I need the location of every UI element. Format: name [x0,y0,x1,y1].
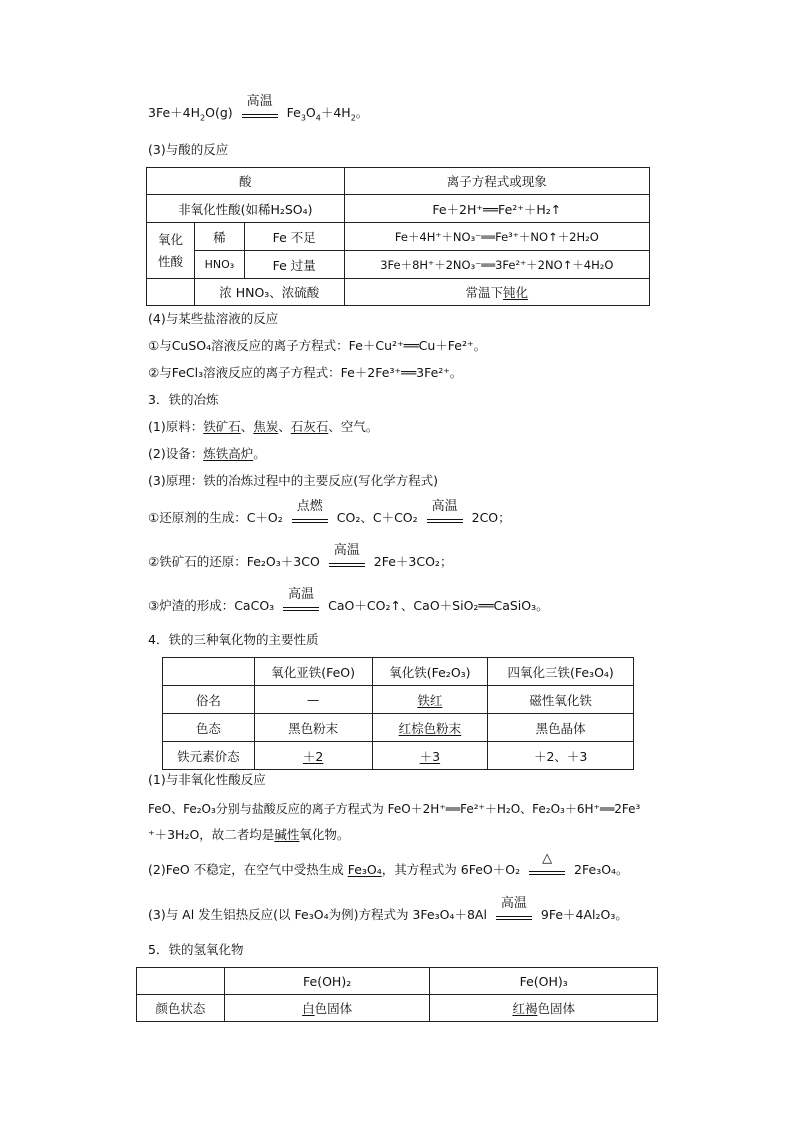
condition-label: 高温 [288,586,315,602]
reaction-condition [327,542,367,572]
oxide-cell [372,714,488,742]
section-acid-title: (3)与酸的反应 [148,142,229,157]
oxide-header-fe3o4: 四氧化三铁(Fe₃O₄) [488,658,634,686]
non-oxidizing-acid-label: 非氧化性酸(如稀H₂SO₄) [147,195,345,223]
eq-part: 3Fe＋4H [148,105,201,120]
thermite-reaction [148,895,628,925]
equals-bar [283,607,319,611]
oxide-row-label: 色态 [163,714,255,742]
hno3-label: HNO₃ [194,251,244,279]
oxide-cell: ＋2、＋3 [488,742,634,770]
dilute-label: 稀 [194,223,244,251]
oxides-table [162,657,634,770]
oxide-header-feo: 氧化亚铁(FeO) [254,658,372,686]
eq-sub: 3 [300,113,306,123]
line-top-equation [148,93,369,123]
oxide-header-blank [163,658,255,686]
equipment [148,445,266,463]
reaction-slag [148,586,549,616]
eq-part: (2)FeO 不稳定，在空气中受热生成 [148,862,348,877]
condition-label: 高温 [431,498,458,514]
table-header-equation: 离子方程式或现象 [344,168,649,195]
equip-label: (2)设备： [148,446,204,461]
section-salt-title: (4)与某些盐溶液的反应 [148,311,279,326]
acid-reaction-table [146,167,650,306]
reaction-condition [494,895,534,925]
answer-fe3o4: Fe₃O₄ [347,862,382,877]
salt-reaction-2: ②与FeCl₃溶液反应的离子方程式：Fe＋2Fe³⁺══3Fe²⁺。 [148,365,463,380]
answer-iron-ore: 铁矿石 [203,419,241,434]
eq-part: ②铁矿石的还原：Fe₂O₃＋3CO [148,554,320,569]
concentrated-acid-value [344,279,649,306]
reaction-condition [281,586,321,616]
hydroxide-header-feoh3: Fe(OH)₃ [430,968,658,995]
equals-bar [427,519,463,523]
cell-text: 色固体 [537,1001,575,1016]
raw-label: (1)原料： [148,419,204,434]
answer: 红棕色粉末 [398,720,462,736]
eq-part: CaO＋CO₂↑、CaO＋SiO₂══CaSiO₃。 [328,598,549,613]
answer-coke: 焦炭 [253,419,279,434]
oxide-cell [254,742,372,770]
eq-part: (3)与 Al 发生铝热反应(以 Fe₃O₄为例)方程式为 3Fe₃O₄＋8Al [148,907,487,922]
reaction-condition [240,93,280,123]
equals-bar [529,871,565,875]
reaction-condition [425,498,465,528]
eq-part: 9Fe＋4Al₂O₃。 [540,907,628,922]
oxidizing-acid-label [147,223,195,279]
hydroxide-cell [430,995,658,1022]
separator: 、 [240,419,254,434]
answer-red-brown: 红褐 [512,1001,538,1016]
eq-part: ③炉渣的形成：CaCO₃ [148,598,275,613]
eq-part: ＋4H [320,105,351,120]
hydroxide-header-feoh2: Fe(OH)₂ [224,968,430,995]
reaction-condition [527,850,567,880]
non-oxidizing-acid-title: (1)与非氧化性酸反应 [148,772,266,787]
equals-bar [496,916,532,920]
answer-blast-furnace: 炼铁高炉 [203,446,254,461]
condition-label: 点燃 [296,498,323,514]
heading-smelting: 3．铁的冶炼 [148,392,219,407]
eq-part: CO₂、C＋CO₂ [336,510,418,525]
oxidizing-acid-text: 氧化性酸 [157,231,183,269]
hydroxide-cell [224,995,430,1022]
hydroxide-header-blank [137,968,225,995]
condition-label: 高温 [246,93,273,109]
heading-oxides: 4．铁的三种氧化物的主要性质 [148,632,319,647]
oxide-cell: 黑色粉末 [254,714,372,742]
eq-sub: 2 [200,113,206,123]
eq-sub: 4 [315,113,321,123]
heading-hydroxides: 5．铁的氢氧化物 [148,942,244,957]
separator: 、 [328,419,341,434]
answer-limestone: 石灰石 [290,419,329,434]
oxide-acid-equation-1: FeO、Fe₂O₃分别与盐酸反应的离子方程式为 FeO＋2H⁺══Fe²⁺＋H₂O、Fe₂O₃＋6H⁺══2Fe³ [148,802,641,816]
condition-label: △ [542,850,553,866]
oxide-cell [372,686,488,714]
eq-part: ⁺＋3H₂O，故二者均是 [148,827,275,842]
fe-excess-equation: 3Fe＋8H⁺＋2NO₃⁻══3Fe²⁺＋2NO↑＋4H₂O [344,251,649,279]
fe-excess-label: Fe 过量 [244,251,344,279]
equals-bar [242,114,278,118]
raw-materials [148,418,378,436]
eq-sub: 2 [350,113,356,123]
non-oxidizing-acid-equation: Fe＋2H⁺══Fe²⁺＋H₂↑ [344,195,649,223]
salt-reaction-1: ①与CuSO₄溶液反应的离子方程式：Fe＋Cu²⁺══Cu＋Fe²⁺。 [148,338,487,353]
table-header-acid: 酸 [147,168,345,195]
oxide-cell: 磁性氧化铁 [488,686,634,714]
hydroxide-table [136,967,658,1022]
oxide-cell: 黑色晶体 [488,714,634,742]
condition-label: 高温 [333,542,360,558]
answer-basic: 碱性 [274,827,300,842]
principle: (3)原理：铁的冶炼过程中的主要反应(写化学方程式) [148,473,438,488]
reaction-reductant [148,498,511,528]
eq-part: O [305,105,316,120]
conc-value-text: 常温下 [465,285,504,300]
eq-part: 氧化物。 [299,827,350,842]
eq-part: O(g) [205,105,233,120]
oxide-row-label: 铁元素价态 [163,742,255,770]
hydroxide-row-label: 颜色状态 [137,995,225,1022]
oxide-cell: — [254,686,372,714]
air-text: 空气 [340,419,366,434]
fe-insufficient-label: Fe 不足 [244,223,344,251]
oxide-row-label: 俗名 [163,686,255,714]
answer-white: 白 [302,1001,315,1016]
eq-part: 2Fe₃O₄。 [574,862,629,877]
cell-text: 色固体 [314,1001,353,1016]
separator: 、 [278,419,291,434]
oxide-cell [372,742,488,770]
answer: 铁红 [417,692,443,708]
eq-part: 。 [355,105,369,120]
equals-bar [329,563,365,567]
answer: ＋3 [419,748,441,764]
reaction-condition [290,498,330,528]
answer: ＋2 [302,748,324,764]
oxide-header-fe2o3: 氧化铁(Fe₂O₃) [372,658,488,686]
passivation-answer: 钝化 [503,285,529,300]
eq-part: 2Fe＋3CO₂； [373,554,453,569]
period: 。 [365,419,379,434]
eq-part: Fe [286,105,301,120]
period: 。 [253,446,266,461]
eq-part: ，其方程式为 6FeO＋O₂ [381,862,521,877]
reaction-ore-reduction [148,542,453,572]
oxide-acid-equation-2 [148,826,349,844]
fe-insufficient-equation: Fe＋4H⁺＋NO₃⁻══Fe³⁺＋NO↑＋2H₂O [344,223,649,251]
feo-oxidation [148,850,629,880]
eq-part: ①还原剂的生成：C＋O₂ [148,510,283,525]
equals-bar [292,519,328,523]
concentrated-acid-label: 浓 HNO₃、浓硫酸 [194,279,344,306]
condition-label: 高温 [500,895,527,911]
eq-part: 2CO； [471,510,511,525]
